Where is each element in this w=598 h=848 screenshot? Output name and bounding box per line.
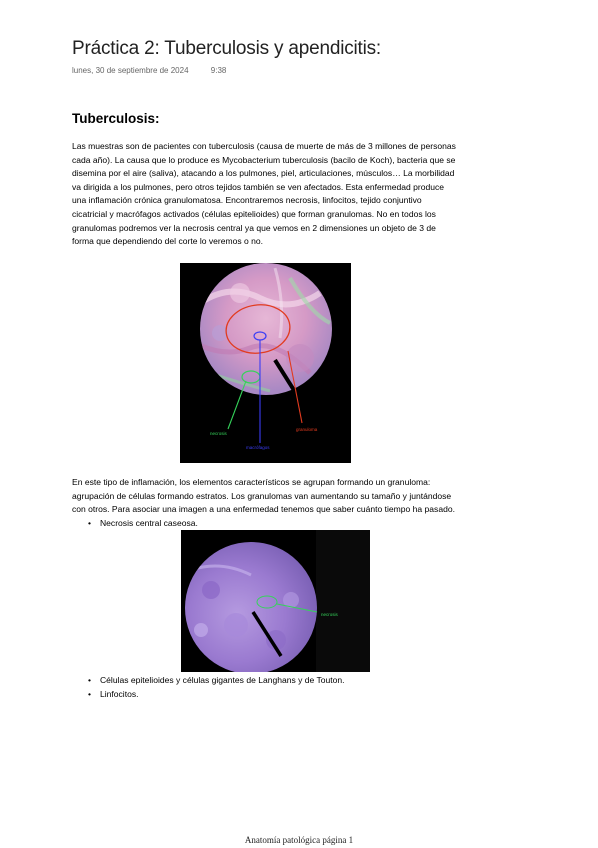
annotation-label: necrosis: [321, 612, 338, 617]
paragraph-line: Las muestras son de pacientes con tuberculosis (causa de muerte de más de 3 millones de personas: [72, 141, 456, 151]
paragraph-line: agrupación de células formando estratos. Los granulomas van aumentando su tamaño y juntándose: [72, 490, 452, 501]
microscopy-image-necrosis: [181, 530, 370, 672]
bullet-icon: •: [88, 518, 91, 528]
paragraph-line: En este tipo de inflamación, los elementos característicos se agrupan formando un granuloma:: [72, 477, 431, 487]
annotation-label: granuloma: [296, 427, 318, 432]
microscopy-image-granuloma: [180, 263, 351, 463]
list-item-text: Células epitelioides y células gigantes de Langhans y de Touton.: [100, 675, 345, 685]
paragraph-line: cada año). La causa que lo produce es Mycobacterium tuberculosis (bacilo de Koch), bacteria que se: [72, 154, 456, 165]
paragraph-line: forma que dependiendo del corte lo veremos o no.: [72, 236, 264, 247]
annotation-label: necrosis: [210, 431, 227, 436]
paragraph-line: disemina por el aire (saliva), atacando a los pulmones, piel, articulaciones, músculos… La morbilidad: [72, 168, 455, 179]
page-time: 9:38: [210, 66, 227, 75]
paragraph-intro: [72, 140, 530, 249]
bullet-icon: •: [88, 689, 91, 699]
paragraph-line: una inflamación crónica granulomatosa. Encontraremos necrosis, linfocitos, tejido conjuntivo: [72, 195, 422, 206]
page-timestamp: [72, 66, 226, 75]
paragraph-granuloma: [72, 476, 530, 517]
page-footer: Anatomía patológica página 1: [244, 835, 354, 845]
section-heading: Tuberculosis:: [72, 111, 160, 126]
paragraph-line: con otros. Para asociar una imagen a una enfermedad tenemos que saber cuánto tiempo ha pasado.: [72, 504, 455, 515]
page-date: lunes, 30 de septiembre de 2024: [72, 66, 189, 75]
annotation-label: macrófagos: [246, 445, 270, 450]
bullet-icon: •: [88, 675, 91, 685]
paragraph-line: va dirigida a los pulmones, pero otros tejidos también se ven afectados. Esta enfermedad produce: [72, 181, 445, 192]
list-item-text: Linfocitos.: [100, 689, 139, 699]
paragraph-line: granulomas podremos ver la necrosis central ya que vemos en 2 dimensiones un objeto de 3 de: [72, 222, 436, 233]
list-item-text: Necrosis central caseosa.: [100, 518, 198, 528]
paragraph-line: cicatricial y macrófagos activados (células epitelioides) que forman granulomas. No en todos los: [72, 208, 436, 219]
page-title: Práctica 2: Tuberculosis y apendicitis:: [72, 38, 382, 59]
